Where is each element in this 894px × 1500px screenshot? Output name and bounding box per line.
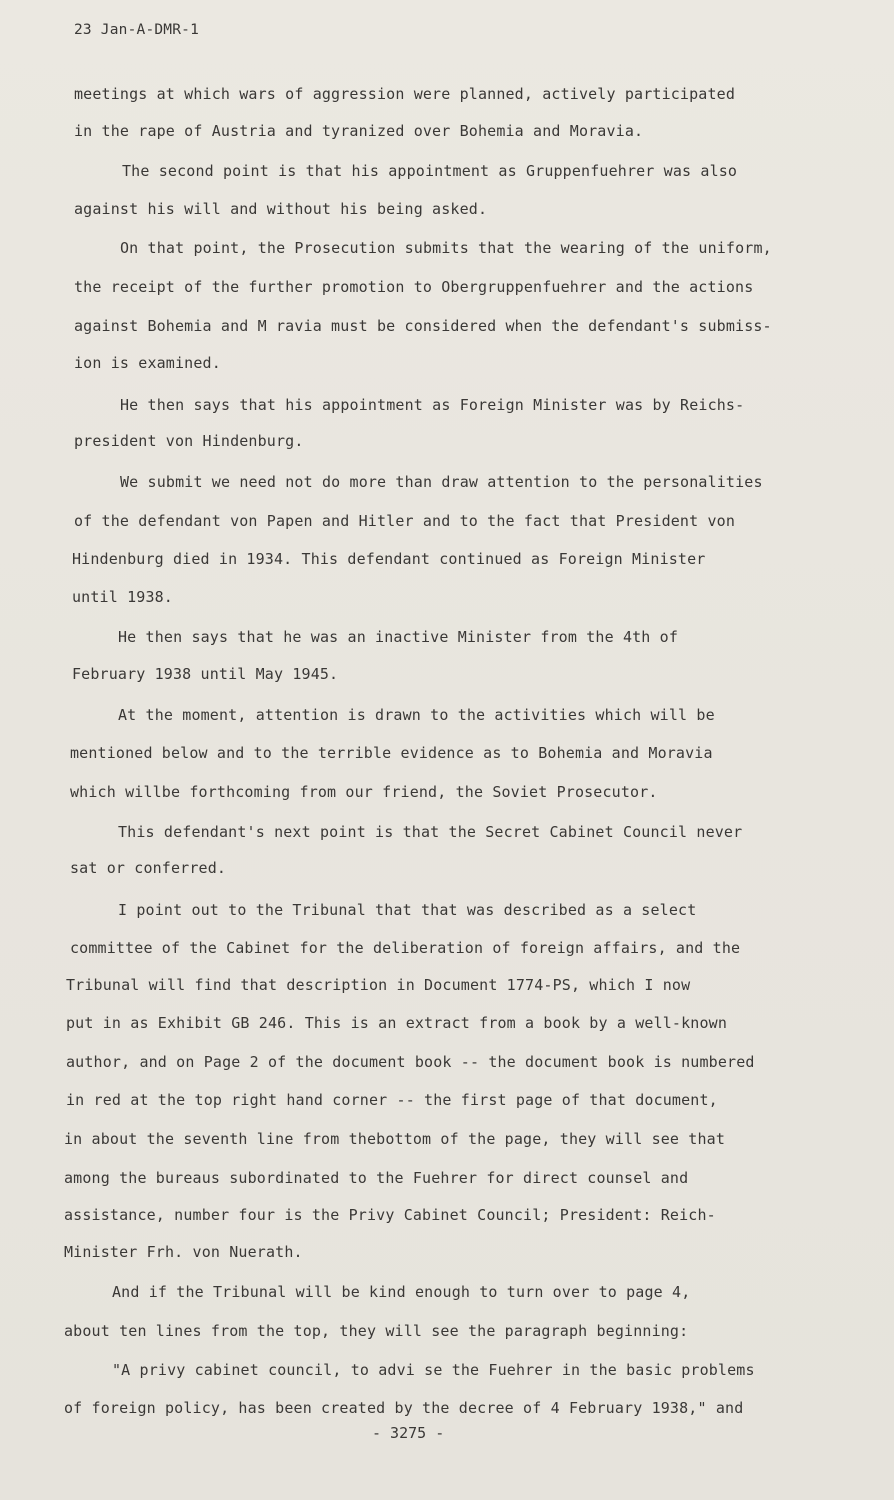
text-line: the receipt of the further promotion to Obergruppenfuehrer and the actions [74,278,754,296]
text-line: in red at the top right hand corner -- the first page of that document, [66,1091,718,1109]
text-line: among the bureaus subordinated to the Fuehrer for direct counsel and [64,1169,689,1187]
text-line: This defendant's next point is that the Secret Cabinet Council never [118,823,743,841]
text-line: The second point is that his appointment as Gruppenfuehrer was also [122,162,738,180]
text-line: sat or conferred. [70,859,227,877]
text-line: against his will and without his being asked. [74,200,488,218]
text-line: until 1938. [72,588,173,606]
text-line: February 1938 until May 1945. [72,665,339,683]
text-line: I point out to the Tribunal that that was described as a select [118,901,697,919]
text-line: assistance, number four is the Privy Cabinet Council; President: Reich- [64,1206,716,1224]
text-line: He then says that he was an inactive Minister from the 4th of [118,628,679,646]
text-line: put in as Exhibit GB 246. This is an extract from a book by a well-known [66,1014,728,1032]
text-line: ion is examined. [74,354,221,372]
text-line: against Bohemia and M ravia must be considered when the defendant's submiss- [74,317,772,335]
text-line: president von Hindenburg. [74,432,304,450]
text-line: in the rape of Austria and tyranized over Bohemia and Moravia. [74,122,644,140]
text-line: mentioned below and to the terrible evidence as to Bohemia and Moravia [70,744,713,762]
text-line: in about the seventh line from thebottom of the page, they will see that [64,1130,726,1148]
text-line: which willbe forthcoming from our friend, the Soviet Prosecutor. [70,783,658,801]
text-line: of the defendant von Papen and Hitler and to the fact that President von [74,512,736,530]
text-line: Minister Frh. von Nuerath. [64,1243,303,1261]
text-line: meetings at which wars of aggression were planned, actively participated [74,85,736,103]
text-line: author, and on Page 2 of the document book -- the document book is numbered [66,1053,755,1071]
text-line: At the moment, attention is drawn to the activities which will be [118,706,715,724]
document-reference: 23 Jan-A-DMR-1 [74,22,200,38]
text-line: We submit we need not do more than draw attention to the personalities [120,473,763,491]
text-line: "A privy cabinet council, to advi se the Fuehrer in the basic problems [112,1361,755,1379]
text-line: about ten lines from the top, they will see the paragraph beginning: [64,1322,689,1340]
text-line: of foreign policy, has been created by the decree of 4 February 1938," and [64,1399,744,1417]
text-line: And if the Tribunal will be kind enough to turn over to page 4, [112,1283,691,1301]
text-line: Tribunal will find that description in Document 1774-PS, which I now [66,976,691,994]
text-line: Hindenburg died in 1934. This defendant continued as Foreign Minister [72,550,706,568]
text-line: He then says that his appointment as Foreign Minister was by Reichs- [120,396,745,414]
page-number: - 3275 - [372,1424,445,1442]
text-line: On that point, the Prosecution submits that the wearing of the uniform, [120,239,772,257]
text-line: committee of the Cabinet for the deliberation of foreign affairs, and the [70,939,741,957]
